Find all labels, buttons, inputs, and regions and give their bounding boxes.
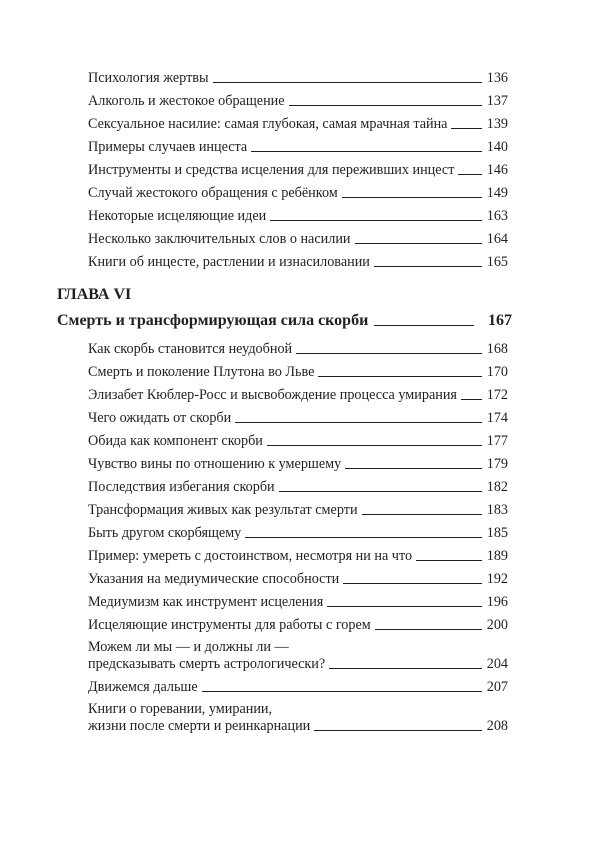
leader-line (362, 514, 482, 515)
entry-page: 165 (486, 254, 508, 270)
entry-page: 200 (486, 617, 508, 633)
entry-page: 183 (486, 502, 508, 518)
entry-title: Инструменты и средства исцеления для переживших инцест (88, 162, 455, 178)
leader-line (375, 629, 482, 630)
entry-title: Случай жестокого обращения с ребёнком (88, 185, 338, 201)
entry-title: Исцеляющие инструменты для работы с горем (88, 617, 371, 633)
toc-entry[interactable] (88, 358, 508, 381)
toc-entry[interactable] (88, 542, 508, 565)
entry-title: Чего ожидать от скорби (88, 410, 232, 426)
leader-line (202, 691, 482, 692)
entry-page: 185 (486, 525, 508, 541)
leader-line (251, 151, 482, 152)
entry-page: 177 (486, 433, 508, 449)
toc-entry[interactable] (88, 519, 508, 542)
entry-title: Примеры случаев инцеста (88, 139, 248, 155)
entry-title: Книги о горевании, умирании, жизни после смерти и реинкарнации (88, 701, 311, 734)
entry-title: Некоторые исцеляющие идеи (88, 208, 267, 224)
leader-line (416, 560, 482, 561)
entry-page: 207 (486, 679, 508, 695)
leader-line (461, 399, 482, 400)
leader-line (235, 422, 482, 423)
toc-entry[interactable] (88, 156, 508, 179)
toc-entry[interactable] (88, 673, 508, 696)
entry-page: 137 (486, 93, 508, 109)
toc-entry[interactable] (88, 496, 508, 519)
leader-line (213, 82, 482, 83)
entry-page: 168 (486, 341, 508, 357)
toc-entry[interactable] (88, 450, 508, 473)
leader-line (374, 266, 482, 267)
entry-title: Последствия избегания скорби (88, 479, 275, 495)
entry-title: Книги об инцесте, растлении и изнасиловании (88, 254, 370, 270)
entry-page: 208 (486, 718, 508, 734)
toc-entry[interactable] (88, 64, 508, 87)
entry-title: Психология жертвы (88, 70, 209, 86)
toc-entry[interactable] (88, 248, 508, 271)
entry-page: 146 (486, 162, 508, 178)
toc-list-previous-chapter (88, 64, 508, 271)
toc-entry[interactable] (88, 225, 508, 248)
toc-entry[interactable] (88, 696, 508, 735)
entry-title: Как скорбь становится неудобной (88, 341, 293, 357)
leader-line (355, 243, 482, 244)
leader-line (343, 583, 482, 584)
entry-page: 163 (486, 208, 508, 224)
toc-entry[interactable] (88, 110, 508, 133)
leader-line (289, 105, 482, 106)
entry-page: 204 (486, 656, 508, 672)
toc-entry[interactable] (88, 179, 508, 202)
leader-line (245, 537, 482, 538)
leader-line (279, 491, 482, 492)
toc-entry[interactable] (88, 133, 508, 156)
chapter-heading[interactable] (57, 311, 512, 330)
leader-line (296, 353, 482, 354)
entry-page: 140 (486, 139, 508, 155)
entry-page: 174 (486, 410, 508, 426)
toc-entry[interactable] (88, 473, 508, 496)
chapter-label: ГЛАВА VI (57, 286, 132, 303)
leader-line (329, 668, 482, 669)
entry-title: Алкоголь и жестокое обращение (88, 93, 285, 109)
entry-page: 179 (486, 456, 508, 472)
leader-line (458, 174, 482, 175)
entry-title: Чувство вины по отношению к умершему (88, 456, 342, 472)
leader-line (451, 128, 482, 129)
toc-entry[interactable] (88, 335, 508, 358)
entry-title: Медиумизм как инструмент исцеления (88, 594, 324, 610)
entry-page: 189 (486, 548, 508, 564)
toc-entry[interactable] (88, 611, 508, 634)
entry-page: 164 (486, 231, 508, 247)
entry-page: 196 (486, 594, 508, 610)
leader-line (270, 220, 482, 221)
toc-entry[interactable] (88, 404, 508, 427)
entry-page: 192 (486, 571, 508, 587)
entry-page: 136 (486, 70, 508, 86)
entry-page: 149 (486, 185, 508, 201)
leader-line (327, 606, 482, 607)
toc-entry[interactable] (88, 87, 508, 110)
entry-page: 170 (486, 364, 508, 380)
leader-line (318, 376, 482, 377)
toc-entry[interactable] (88, 634, 508, 673)
leader-line (374, 325, 474, 326)
toc-entry[interactable] (88, 381, 508, 404)
chapter-page: 167 (488, 312, 512, 329)
entry-title: Движемся дальше (88, 679, 198, 695)
toc-entry[interactable] (88, 588, 508, 611)
entry-title: Указания на медиумические способности (88, 571, 340, 587)
chapter-title: Смерть и трансформирующая сила скорби (57, 312, 369, 329)
toc-entry[interactable] (88, 427, 508, 450)
entry-page: 172 (486, 387, 508, 403)
entry-page: 139 (486, 116, 508, 132)
toc-entry[interactable] (88, 565, 508, 588)
entry-page: 182 (486, 479, 508, 495)
leader-line (267, 445, 482, 446)
entry-title: Можем ли мы — и должны ли — предсказывать смерть астрологически? (88, 639, 326, 672)
entry-title: Сексуальное насилие: самая глубокая, самая мрачная тайна (88, 116, 448, 132)
entry-title: Быть другом скорбящему (88, 525, 242, 541)
leader-line (342, 197, 482, 198)
entry-title: Трансформация живых как результат смерти (88, 502, 358, 518)
toc-entry[interactable] (88, 202, 508, 225)
entry-title: Пример: умереть с достоинством, несмотря ни на что (88, 548, 413, 564)
toc-list-chapter-6 (88, 335, 508, 735)
entry-title: Несколько заключительных слов о насилии (88, 231, 351, 247)
entry-title: Элизабет Кюблер-Росс и высвобождение процесса умирания (88, 387, 457, 403)
entry-title: Обида как компонент скорби (88, 433, 263, 449)
leader-line (345, 468, 482, 469)
leader-line (314, 730, 482, 731)
entry-title: Смерть и поколение Плутона во Льве (88, 364, 315, 380)
